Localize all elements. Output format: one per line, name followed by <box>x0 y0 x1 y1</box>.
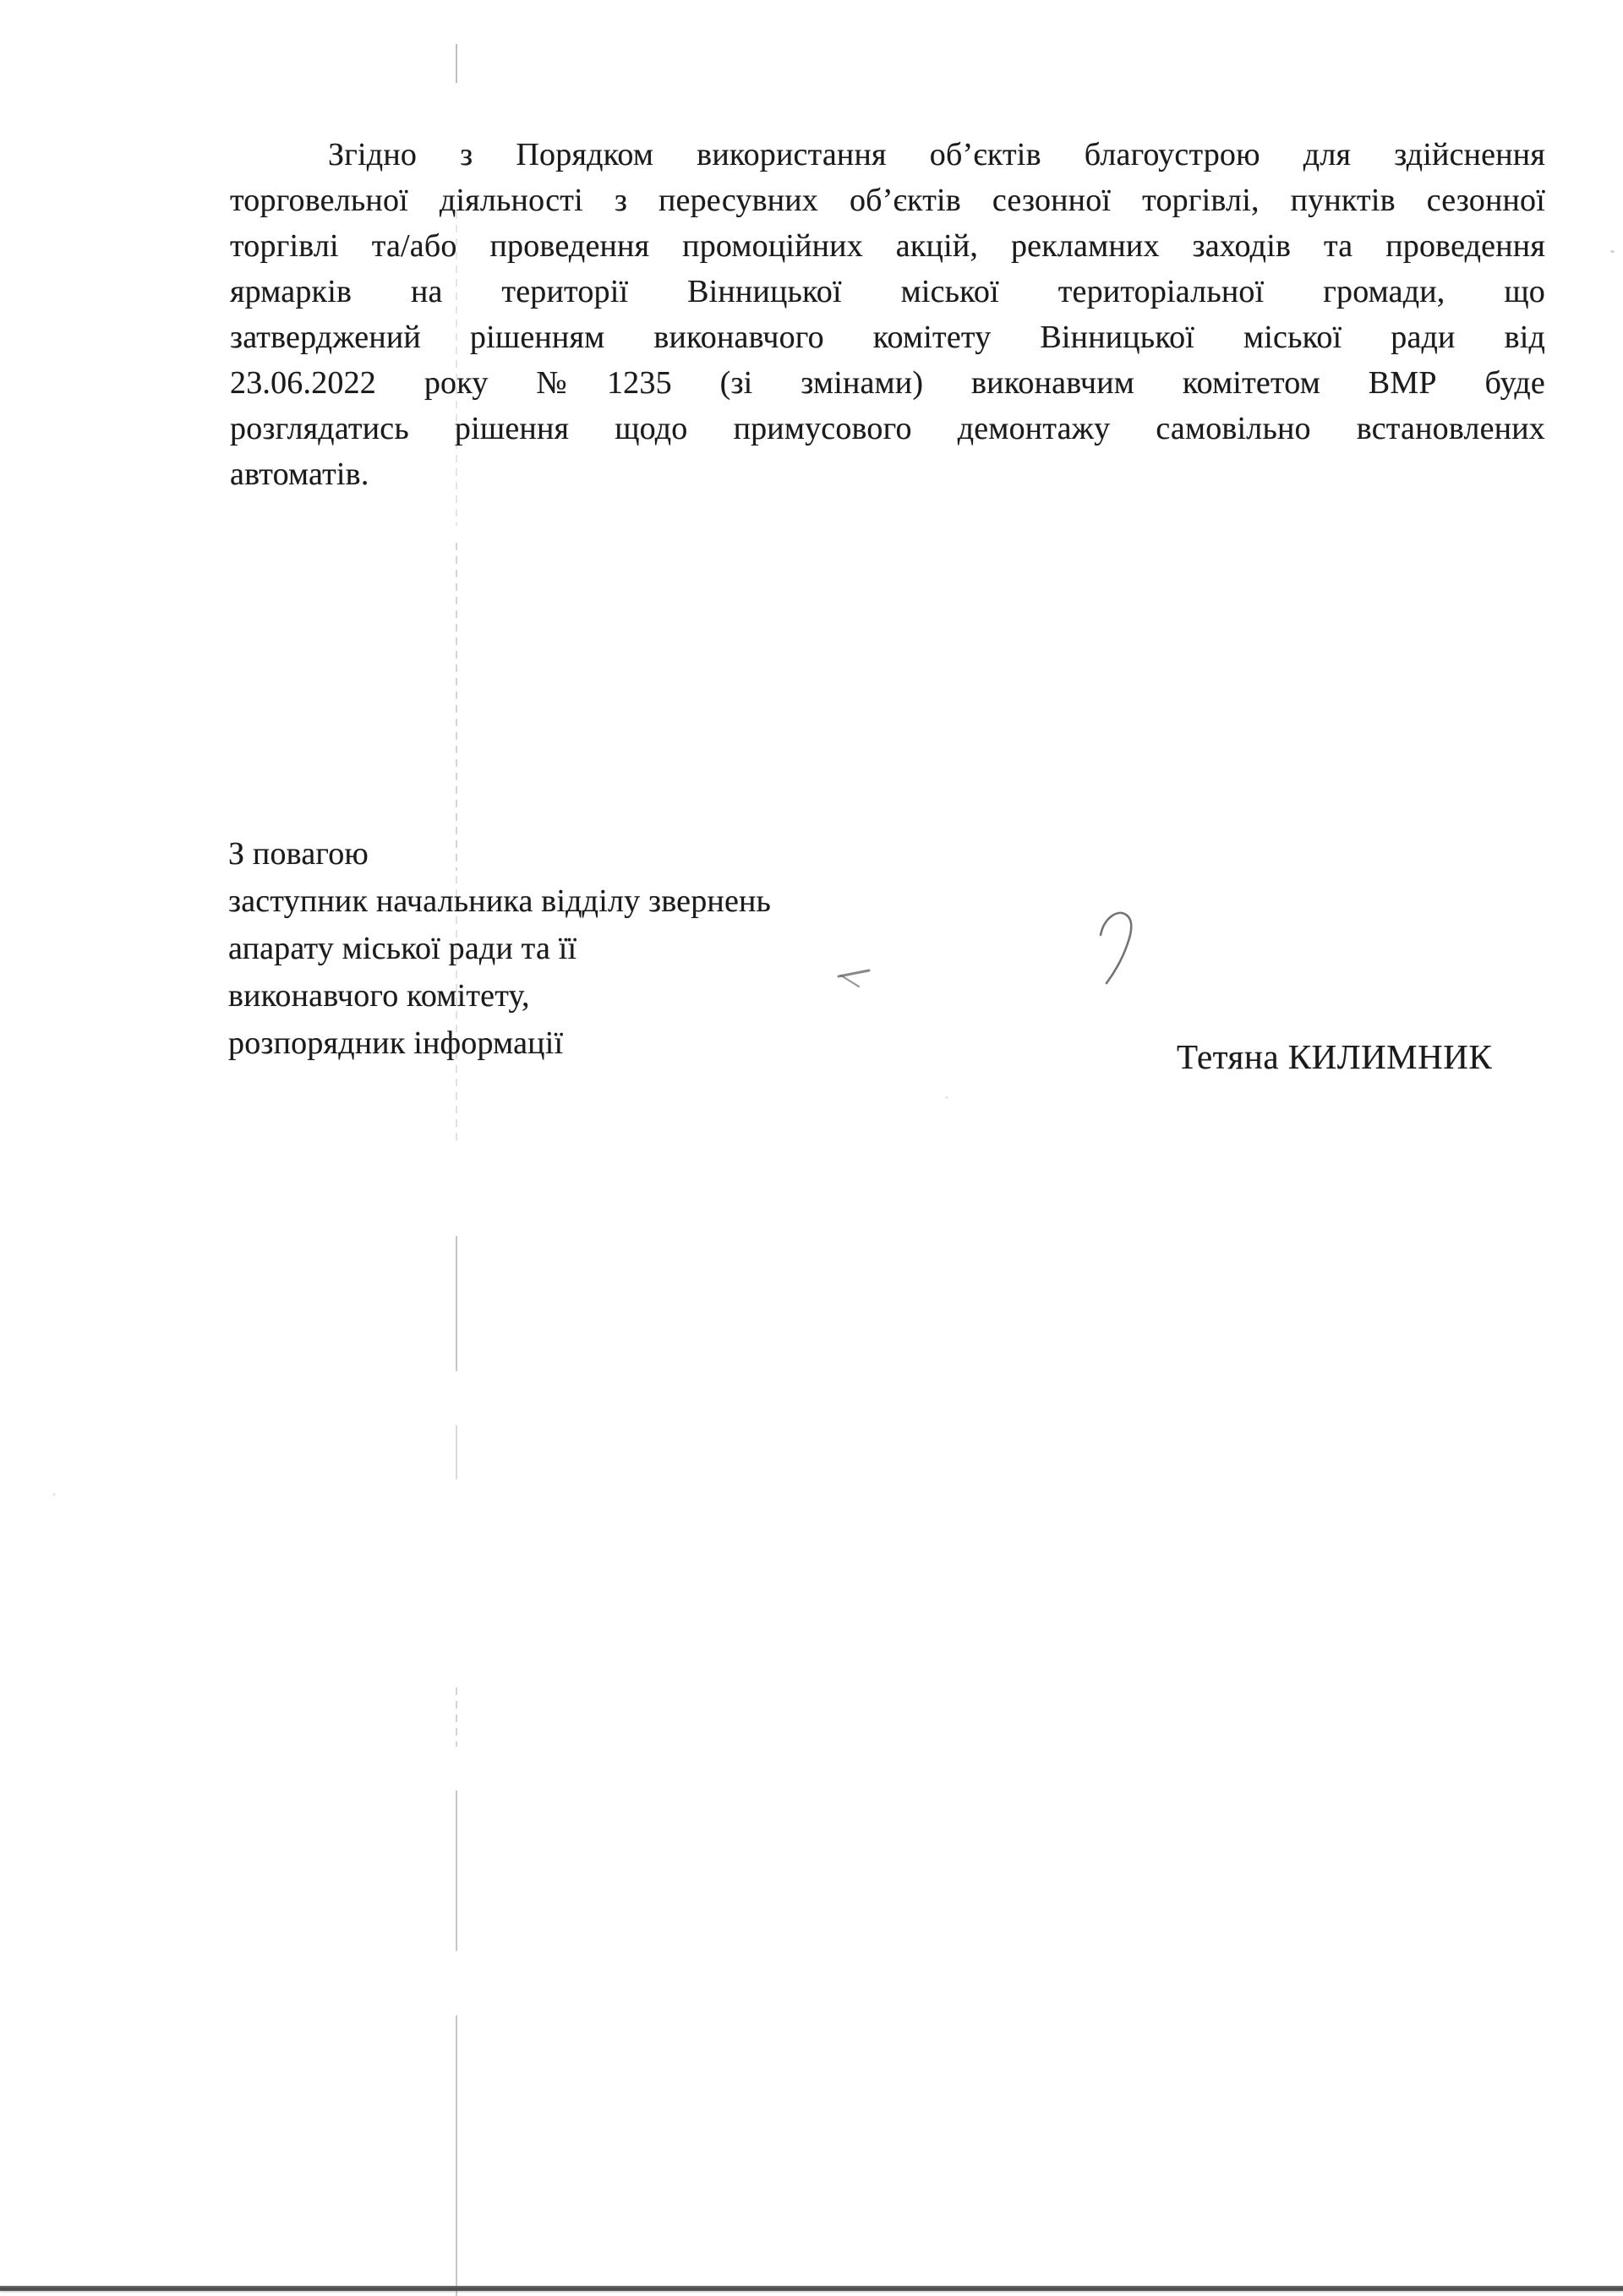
fold-crease-line <box>456 1236 457 1371</box>
fold-crease-line <box>456 2015 457 2296</box>
body-paragraph <box>230 132 1545 497</box>
scan-speck <box>52 1493 56 1496</box>
signer-title-line: заступник начальника відділу звернень <box>228 883 772 919</box>
scan-bottom-edge <box>0 2286 1623 2291</box>
fold-crease-line <box>456 1790 457 1951</box>
pen-tick-mark <box>830 964 872 991</box>
paragraph-line: Згідно з Порядком використання об’єктів благоустрою для здійснення <box>328 137 1545 172</box>
signer-title-line: розпорядник інформації <box>228 1025 564 1061</box>
paragraph-line: автоматів. <box>230 456 369 492</box>
fold-crease-line <box>456 44 457 83</box>
paragraph-line: затверджений рішенням виконавчого комітету Вінницької міської ради від <box>230 320 1545 355</box>
signer-title-line: виконавчого комітету, <box>228 978 530 1014</box>
signer-name: Тетяна КИЛИМНИК <box>1177 1037 1493 1076</box>
paragraph-line: торговельної діяльності з пересувних об’єктів сезонної торгівлі, пунктів сезонної <box>230 183 1545 218</box>
signature-block <box>228 830 921 1067</box>
paragraph-line: 23.06.2022 року №1235 (зі змінами) виконавчим комітетом ВМР буде <box>230 365 1545 401</box>
signer-title-line: апарату міської ради та її <box>228 931 577 966</box>
handwritten-signature-stroke <box>1097 908 1141 986</box>
paragraph-line: ярмарків на території Вінницької міської територіальної громади, що <box>230 274 1545 309</box>
scan-speck <box>1610 250 1615 253</box>
paragraph-line: розглядатись рішення щодо примусового демонтажу самовільно встановлених <box>230 411 1545 446</box>
fold-crease-line <box>456 1687 457 1747</box>
fold-crease-line <box>456 1425 457 1479</box>
closing-salutation: З повагою <box>228 836 369 872</box>
fold-crease-line <box>456 211 457 526</box>
paragraph-line: торгівлі та/або проведення промоційних акцій, рекламних заходів та проведення <box>230 228 1545 264</box>
fold-crease-line <box>456 876 457 1146</box>
fold-crease-line <box>456 543 457 871</box>
scan-speck <box>945 1096 948 1099</box>
